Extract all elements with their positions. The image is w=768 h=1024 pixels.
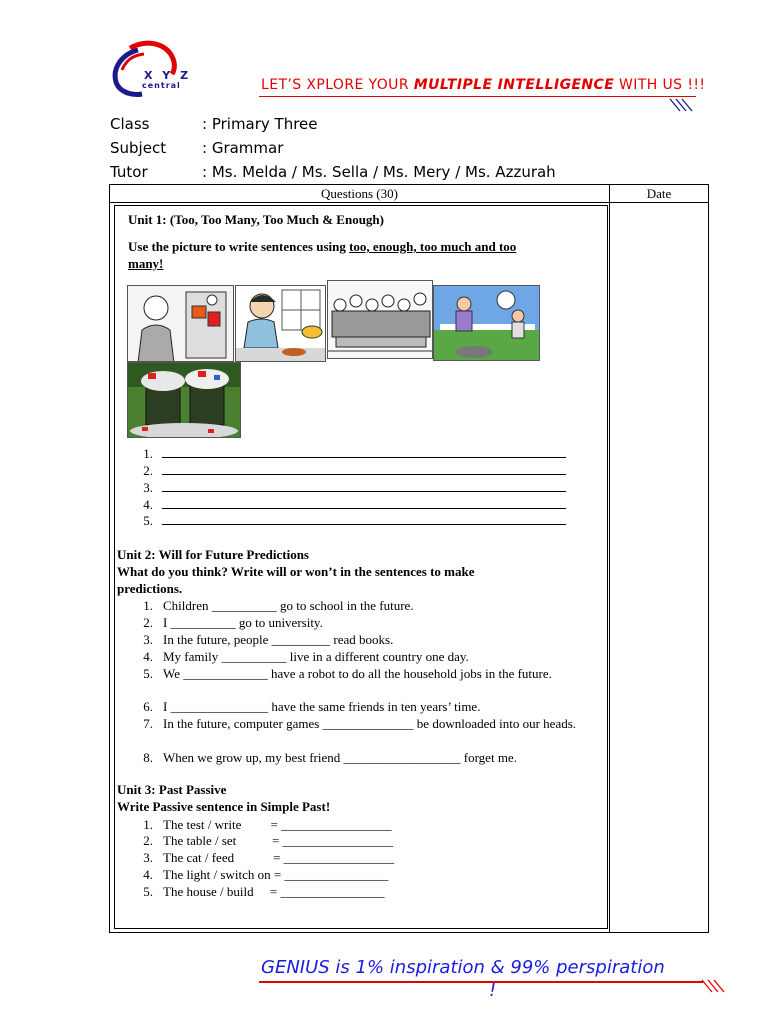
item-text: The table / set = _________________ bbox=[163, 833, 394, 848]
answer-blank[interactable] bbox=[162, 457, 566, 458]
playground-illustration bbox=[434, 286, 540, 361]
boy-candy-illustration bbox=[128, 286, 234, 362]
class-label: Class bbox=[110, 115, 150, 133]
picture-boy-eating-candy bbox=[127, 285, 234, 362]
tutor-value: : Ms. Melda / Ms. Sella / Ms. Mery / Ms. Azzurah bbox=[202, 163, 556, 181]
item-number: 1. bbox=[143, 598, 153, 613]
answer-number: 5. bbox=[143, 513, 153, 528]
crowd-illustration bbox=[328, 281, 433, 359]
questions-header: Questions (30) bbox=[321, 186, 398, 201]
date-header: Date bbox=[646, 186, 672, 201]
item-text: We _____________ have a robot to do all the household jobs in the future. bbox=[163, 666, 552, 681]
subject-value: : Grammar bbox=[202, 139, 284, 157]
item-number: 3. bbox=[143, 850, 153, 865]
item-text: The house / build = ________________ bbox=[163, 884, 385, 899]
answer-blank[interactable] bbox=[162, 491, 566, 492]
unit2-title: Unit 2: Will for Future Predictions bbox=[117, 547, 309, 562]
item-number: 4. bbox=[143, 867, 153, 882]
hatch-icon bbox=[700, 978, 726, 996]
unit2-instruction-end: predictions. bbox=[117, 581, 183, 596]
item-text: The cat / feed = _________________ bbox=[163, 850, 395, 865]
tagline-underline bbox=[259, 96, 696, 97]
answer-blank[interactable] bbox=[162, 508, 566, 509]
answer-number: 4. bbox=[143, 497, 153, 512]
hatch-icon bbox=[668, 97, 694, 115]
footer-underline bbox=[259, 981, 703, 983]
item-number: 8. bbox=[143, 750, 153, 765]
item-number: 3. bbox=[143, 632, 153, 647]
item-number: 5. bbox=[143, 884, 153, 899]
tagline-part-1: LET’S XPLORE YOUR bbox=[261, 77, 414, 93]
item-number: 2. bbox=[143, 833, 153, 848]
item-text: In the future, people _________ read books. bbox=[163, 632, 394, 647]
boy-table-illustration bbox=[236, 286, 326, 362]
answer-blank[interactable] bbox=[162, 474, 566, 475]
item-text: When we grow up, my best friend __________________ forget me. bbox=[163, 750, 517, 765]
item-text: I _______________ have the same friends in ten years’ time. bbox=[163, 699, 481, 714]
subject-label: Subject bbox=[110, 139, 167, 157]
unit1-instruction bbox=[128, 239, 516, 255]
column-divider bbox=[609, 185, 610, 932]
item-text: The light / switch on = ________________ bbox=[163, 867, 389, 882]
picture-boy-at-table bbox=[235, 285, 326, 362]
unit1-instruction-end: many! bbox=[128, 256, 164, 271]
answer-number: 1. bbox=[143, 446, 153, 461]
item-number: 5. bbox=[143, 666, 153, 681]
item-number: 4. bbox=[143, 649, 153, 664]
item-number: 7. bbox=[143, 716, 153, 731]
item-number: 1. bbox=[143, 817, 153, 832]
footer-quote: GENIUS is 1% inspiration & 99% perspiration bbox=[261, 957, 665, 978]
tagline-part-2: WITH US !!! bbox=[614, 77, 706, 93]
picture-children-playing bbox=[433, 285, 540, 361]
tutor-label: Tutor bbox=[110, 163, 148, 181]
class-value: : Primary Three bbox=[202, 115, 318, 133]
item-text: I __________ go to university. bbox=[163, 615, 323, 630]
tagline bbox=[261, 77, 705, 93]
item-number: 2. bbox=[143, 615, 153, 630]
unit1-title: Unit 1: (Too, Too Many, Too Much & Enough) bbox=[128, 212, 384, 227]
item-text: In the future, computer games ______________ be downloaded into our heads. bbox=[163, 716, 577, 731]
xyz-central-logo bbox=[108, 40, 198, 100]
answer-number: 3. bbox=[143, 480, 153, 495]
footer-exclamation: ! bbox=[489, 980, 497, 1001]
logo-subtitle: central bbox=[142, 81, 181, 90]
tagline-emphasis: MULTIPLE INTELLIGENCE bbox=[413, 77, 615, 93]
answer-blank[interactable] bbox=[162, 524, 566, 525]
item-text: Children __________ go to school in the future. bbox=[163, 598, 414, 613]
unit3-title: Unit 3: Past Passive bbox=[117, 782, 227, 797]
unit1-instruction-words: too, enough, too much and too bbox=[349, 239, 517, 254]
trash-bins-illustration bbox=[128, 363, 241, 438]
item-text: The test / write = _________________ bbox=[163, 817, 392, 832]
unit2-instruction: What do you think? Write will or won’t in the sentences to make bbox=[117, 564, 475, 579]
unit3-instruction: Write Passive sentence in Simple Past! bbox=[117, 799, 331, 814]
picture-crowded-room bbox=[327, 280, 433, 359]
item-text: My family __________ live in a different country one day. bbox=[163, 649, 469, 664]
logo-letters: X Y Z bbox=[144, 69, 192, 82]
unit1-instruction-text: Use the picture to write sentences using bbox=[128, 239, 350, 254]
answer-number: 2. bbox=[143, 463, 153, 478]
item-number: 6. bbox=[143, 699, 153, 714]
picture-overflowing-trash bbox=[127, 362, 241, 438]
